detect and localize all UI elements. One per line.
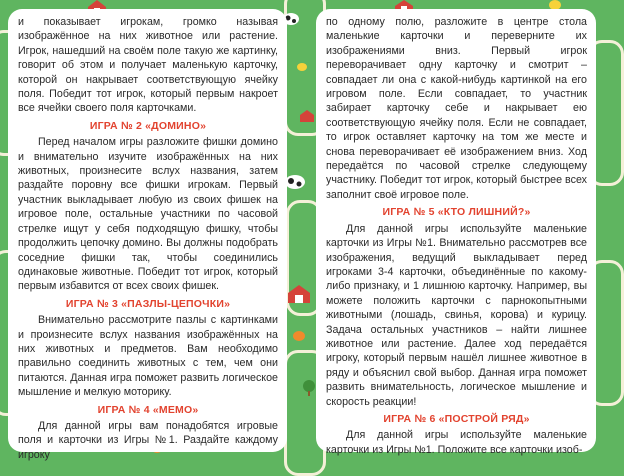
paragraph: и показывает игрокам, громко называя изображённое на них животное или растение. Игрок, нашедший на своём поле такую же картинку, говорит об этом и получает маленькую карточку, которой он накрывает соответствующую ячейку поля. Победит тот игрок, который первым накроет все ячейки своего поля карточками. [18, 16, 278, 115]
section-heading: ИГРА № 2 «ДОМИНО» [89, 119, 207, 132]
tree-icon [302, 380, 316, 396]
right-text-panel [316, 9, 596, 456]
section-heading: ИГРА № 4 «МЕМО» [97, 403, 199, 416]
section-heading: ИГРА № 3 «ПАЗЛЫ-ЦЕПОЧКИ» [65, 297, 231, 310]
section-heading: ИГРА № 5 «КТО ЛИШНИЙ?» [382, 206, 531, 219]
cow-icon [284, 172, 306, 190]
paragraph: Внимательно рассмотрите пазлы с картинками и произнесите вслух названия изображённых на них животных и предметов. Вам необходимо правильно соединить животных с тем, чем они питаются. Данная игра поможет развить логическое мышление и мелкую моторику. [18, 314, 278, 399]
barn-icon [300, 110, 314, 122]
barn-icon [288, 285, 310, 303]
chick-icon [296, 62, 308, 72]
section-heading: ИГРА № 6 «ПОСТРОЙ РЯД» [383, 412, 530, 425]
pumpkin-icon [292, 330, 306, 342]
paragraph: Для данной игры используйте маленькие карточки из Игры №1. Положите все карточки изоб- [326, 429, 587, 456]
left-text-panel [8, 9, 287, 461]
paragraph: Для данной игры используйте маленькие карточки из Игры №1. Внимательно рассмотрев все изображения, ведущий выкладывает перед игроками 3-4 карточки, объединённые по какому-либо признаку, и 1 лишнюю карточку. Например, вы можете положить карточки с парнокопытными животными (лошадь, свинья, корова) и курицу. Задача остальных участников – найти лишнее животное или растение. Далее ход передаётся игроку, который первым нашёл лишнее животное в ряду и объяснил свой выбор. Данная игра поможет развить внимательность, логическое мышление и скорость реакции! [326, 222, 587, 408]
paragraph: Перед началом игры разложите фишки домино и внимательно изучите изображённых на них животных, произнесите вслух названия, затем раздайте поровну все фишки игрокам. Первый участник выкладывает любую из своих фишек на игровое поле, остальные участники по часовой стрелке ищут у себя подходящую фишку, чтобы продолжить цепочку домино. Вы должны подобрать соседние фишки так, чтобы соединились одинаковые животные. Победит тот игрок, который первым избавится от всех своих фишек. [18, 136, 278, 293]
paragraph: Для данной игры вам понадобятся игровые поля и карточки из Игры №1. Раздайте каждому игроку [18, 419, 278, 461]
paragraph: по одному полю, разложите в центре стола маленькие карточки и переверните их изображениями вниз. Первый игрок переворачивает одну карточку и смотрит – совпадает ли она с какой-нибудь картинкой на его игровом поле. Если совпадает, то участник забирает карточку себе и накрывает ею соответствующую ячейку поля. Если не совпадает, то игрок оставляет карточку на том же месте и снова переворачивает её изображением вниз. Ход передаётся по часовой стрелке следующему участнику. Победит тот игрок, который быстрее всех заполнит своё игровое поле. [326, 16, 587, 201]
